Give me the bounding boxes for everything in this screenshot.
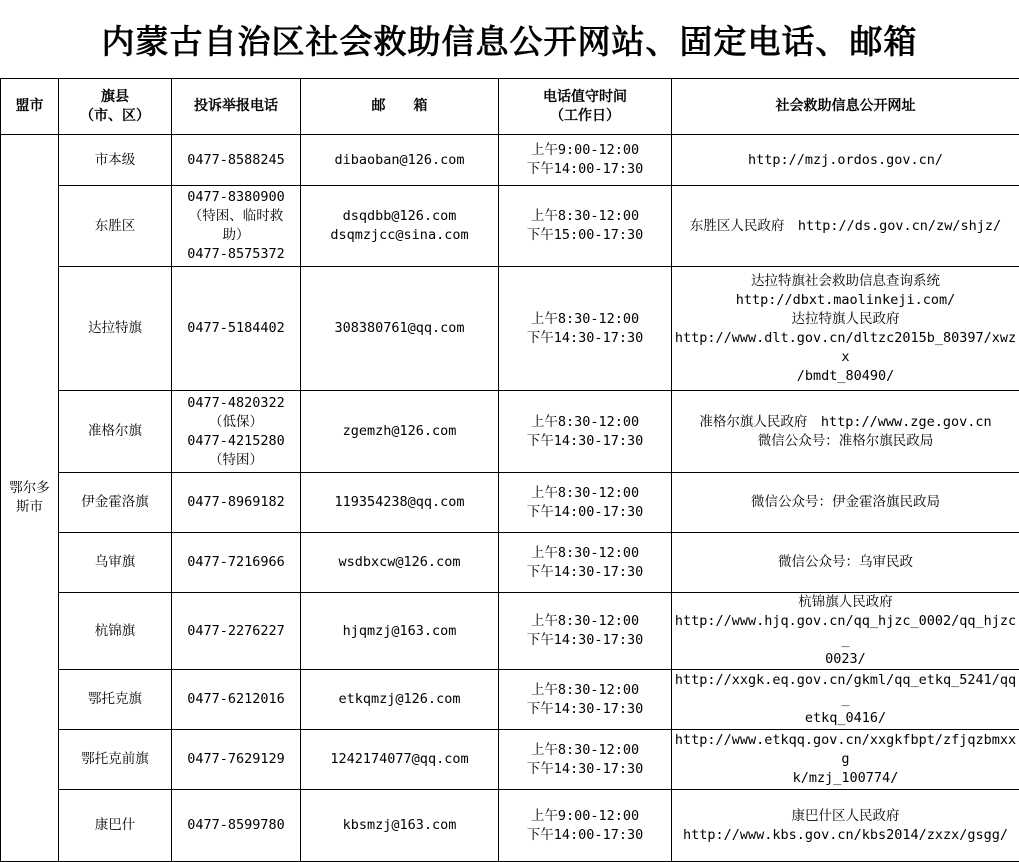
phone-cell-line: 0477-4215280 <box>174 432 298 451</box>
phone-cell <box>172 267 301 391</box>
phone-cell <box>172 135 301 186</box>
hours-cell <box>499 186 672 267</box>
hours-cell-line: 上午8:30-12:00 <box>501 413 669 432</box>
website-cell-line: http://dbxt.maolinkeji.com/ <box>674 291 1017 310</box>
hours-cell-line: 下午15:00-17:30 <box>501 226 669 245</box>
hours-cell-line: 上午9:00-12:00 <box>501 141 669 160</box>
phone-cell-line: 0477-8969182 <box>174 493 298 512</box>
phone-cell-line: （特困、临时救 <box>174 207 298 226</box>
header-phone: 投诉举报电话 <box>172 79 301 135</box>
email-cell-line: 119354238@qq.com <box>303 493 496 512</box>
phone-cell-line: 0477-7216966 <box>174 553 298 572</box>
hours-cell <box>499 267 672 391</box>
hours-cell-line: 下午14:00-17:30 <box>501 503 669 522</box>
email-cell <box>301 267 499 391</box>
website-cell-line: 东胜区人民政府 http://ds.gov.cn/zw/shjz/ <box>674 217 1017 236</box>
email-cell-line: 1242174077@qq.com <box>303 750 496 769</box>
table-row <box>1 790 1019 862</box>
hours-cell <box>499 473 672 533</box>
table-row <box>1 186 1019 267</box>
email-cell <box>301 186 499 267</box>
website-cell-line: http://www.etkqq.gov.cn/xxgkfbpt/zfjqzbmxxg <box>674 731 1017 769</box>
website-cell-line: http://www.kbs.gov.cn/kbs2014/zxzx/gsgg/ <box>674 826 1017 845</box>
hours-cell <box>499 670 672 730</box>
hours-cell-line: 上午8:30-12:00 <box>501 207 669 226</box>
hours-cell <box>499 790 672 862</box>
city-name: 斯市 <box>3 498 56 517</box>
hours-cell <box>499 391 672 473</box>
table-row <box>1 670 1019 730</box>
city-name: 鄂尔多 <box>3 479 56 498</box>
hours-cell-line: 下午14:30-17:30 <box>501 760 669 779</box>
email-cell <box>301 135 499 186</box>
hours-cell-line: 下午14:30-17:30 <box>501 631 669 650</box>
website-cell-line: http://www.hjq.gov.cn/qq_hjzc_0002/qq_hjzc_ <box>674 612 1017 650</box>
hours-cell-line: 下午14:30-17:30 <box>501 700 669 719</box>
county-cell: 准格尔旗 <box>59 391 172 473</box>
phone-cell <box>172 473 301 533</box>
phone-cell-line: 0477-8575372 <box>174 245 298 264</box>
header-county <box>59 79 172 135</box>
email-cell-line: kbsmzj@163.com <box>303 816 496 835</box>
county-cell: 伊金霍洛旗 <box>59 473 172 533</box>
website-cell-line: 达拉特旗人民政府 <box>674 310 1017 329</box>
email-cell <box>301 790 499 862</box>
website-cell <box>672 533 1019 593</box>
hours-cell <box>499 730 672 790</box>
website-cell-line: 康巴什区人民政府 <box>674 807 1017 826</box>
hours-cell-line: 上午9:00-12:00 <box>501 807 669 826</box>
header-row <box>1 79 1019 135</box>
phone-cell <box>172 391 301 473</box>
email-cell-line: etkqmzj@126.com <box>303 690 496 709</box>
email-cell-line: hjqmzj@163.com <box>303 622 496 641</box>
hours-cell-line: 上午8:30-12:00 <box>501 741 669 760</box>
header-county-line1: 旗县 <box>61 88 169 107</box>
email-cell <box>301 593 499 670</box>
website-cell-line: /bmdt_80490/ <box>674 367 1017 386</box>
website-cell <box>672 391 1019 473</box>
email-cell <box>301 730 499 790</box>
website-cell-line: 杭锦旗人民政府 <box>674 593 1017 612</box>
table-row <box>1 391 1019 473</box>
city-cell <box>1 135 59 862</box>
website-cell-line: 达拉特旗社会救助信息查询系统 <box>674 272 1017 291</box>
phone-cell-line: 0477-5184402 <box>174 319 298 338</box>
phone-cell-line: 0477-4820322 <box>174 394 298 413</box>
header-hours <box>499 79 672 135</box>
county-cell: 鄂托克前旗 <box>59 730 172 790</box>
table-row <box>1 135 1019 186</box>
phone-cell-line: 0477-8599780 <box>174 816 298 835</box>
website-cell-line: 准格尔旗人民政府 http://www.zge.gov.cn <box>674 413 1017 432</box>
email-cell-line: 308380761@qq.com <box>303 319 496 338</box>
website-cell <box>672 790 1019 862</box>
website-cell-line: http://mzj.ordos.gov.cn/ <box>674 151 1017 170</box>
table-row <box>1 473 1019 533</box>
phone-cell-line: （特困） <box>174 451 298 470</box>
phone-cell <box>172 186 301 267</box>
header-county-line2: （市、区） <box>61 107 169 126</box>
county-cell: 康巴什 <box>59 790 172 862</box>
email-cell <box>301 391 499 473</box>
county-cell: 杭锦旗 <box>59 593 172 670</box>
website-cell <box>672 267 1019 391</box>
county-cell: 鄂托克旗 <box>59 670 172 730</box>
header-hours-line2: （工作日） <box>501 107 669 126</box>
header-website: 社会救助信息公开网址 <box>672 79 1019 135</box>
county-cell: 乌审旗 <box>59 533 172 593</box>
hours-cell-line: 上午8:30-12:00 <box>501 612 669 631</box>
hours-cell-line: 上午8:30-12:00 <box>501 484 669 503</box>
table-row <box>1 593 1019 670</box>
table-row <box>1 533 1019 593</box>
website-cell-line: http://xxgk.eq.gov.cn/gkml/qq_etkq_5241/qq_ <box>674 671 1017 709</box>
hours-cell <box>499 533 672 593</box>
hours-cell-line: 上午8:30-12:00 <box>501 310 669 329</box>
hours-cell-line: 上午8:30-12:00 <box>501 681 669 700</box>
website-cell-line: 微信公众号：伊金霍洛旗民政局 <box>674 493 1017 512</box>
phone-cell-line: 0477-6212016 <box>174 690 298 709</box>
header-email: 邮 箱 <box>301 79 499 135</box>
email-cell-line: zgemzh@126.com <box>303 422 496 441</box>
table-row <box>1 730 1019 790</box>
email-cell <box>301 533 499 593</box>
hours-cell-line: 下午14:30-17:30 <box>501 432 669 451</box>
website-cell <box>672 186 1019 267</box>
website-cell <box>672 730 1019 790</box>
website-cell <box>672 593 1019 670</box>
hours-cell <box>499 593 672 670</box>
table-row <box>1 267 1019 391</box>
phone-cell-line: （低保） <box>174 413 298 432</box>
hours-cell-line: 下午14:30-17:30 <box>501 563 669 582</box>
phone-cell <box>172 670 301 730</box>
header-hours-line1: 电话值守时间 <box>501 88 669 107</box>
email-cell <box>301 670 499 730</box>
hours-cell-line: 下午14:00-17:30 <box>501 160 669 179</box>
county-cell: 市本级 <box>59 135 172 186</box>
phone-cell <box>172 730 301 790</box>
website-cell-line: 微信公众号：准格尔旗民政局 <box>674 432 1017 451</box>
website-cell-line: 微信公众号：乌审民政 <box>674 553 1017 572</box>
page-title: 内蒙古自治区社会救助信息公开网站、固定电话、邮箱 <box>0 0 1019 78</box>
county-cell: 东胜区 <box>59 186 172 267</box>
phone-cell <box>172 593 301 670</box>
email-cell-line: dibaoban@126.com <box>303 151 496 170</box>
hours-cell-line: 下午14:00-17:30 <box>501 826 669 845</box>
website-cell-line: etkq_0416/ <box>674 709 1017 728</box>
website-cell-line: k/mzj_100774/ <box>674 769 1017 788</box>
website-cell <box>672 473 1019 533</box>
phone-cell-line: 0477-8588245 <box>174 151 298 170</box>
county-cell: 达拉特旗 <box>59 267 172 391</box>
hours-cell-line: 上午8:30-12:00 <box>501 544 669 563</box>
phone-cell <box>172 790 301 862</box>
website-cell-line: 0023/ <box>674 650 1017 669</box>
email-cell-line: dsqmzjcc@sina.com <box>303 226 496 245</box>
phone-cell <box>172 533 301 593</box>
phone-cell-line: 助） <box>174 226 298 245</box>
website-cell-line: http://www.dlt.gov.cn/dltzc2015b_80397/xwzx <box>674 329 1017 367</box>
email-cell-line: dsqdbb@126.com <box>303 207 496 226</box>
header-city: 盟市 <box>1 79 59 135</box>
info-table <box>0 78 1019 862</box>
phone-cell-line: 0477-7629129 <box>174 750 298 769</box>
phone-cell-line: 0477-2276227 <box>174 622 298 641</box>
website-cell <box>672 670 1019 730</box>
hours-cell-line: 下午14:30-17:30 <box>501 329 669 348</box>
website-cell <box>672 135 1019 186</box>
hours-cell <box>499 135 672 186</box>
email-cell-line: wsdbxcw@126.com <box>303 553 496 572</box>
email-cell <box>301 473 499 533</box>
phone-cell-line: 0477-8380900 <box>174 188 298 207</box>
